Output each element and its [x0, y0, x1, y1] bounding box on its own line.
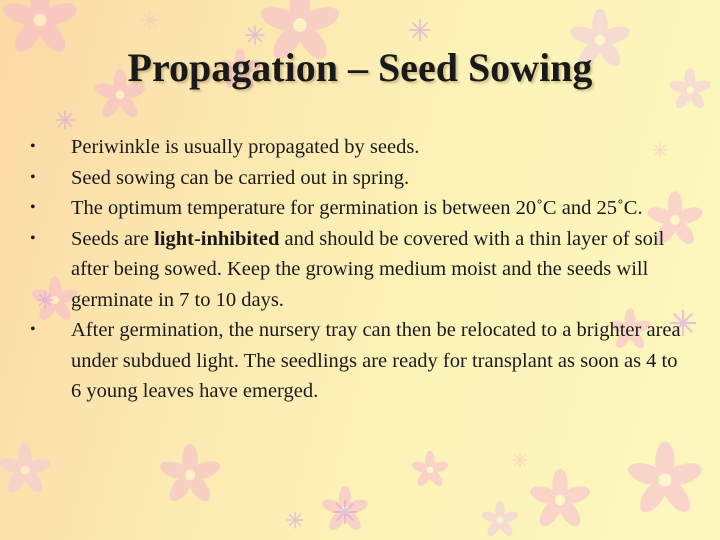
bullet-item: [30, 224, 690, 316]
bullet-text-post: and should be covered with a thin layer of soil after being sowed. Keep the growing medium moist and the seeds will germinate in 7 to 10 days.: [71, 227, 665, 311]
bullet-item: [30, 132, 690, 163]
bullet-text: Seed sowing can be carried out in spring.: [71, 166, 410, 189]
bullet-text: Periwinkle is usually propagated by seeds.: [71, 136, 420, 158]
bullet-text-pre: Seeds are: [71, 227, 155, 250]
bullet-item: [30, 163, 690, 194]
bullet-marker: •: [30, 229, 36, 247]
bullet-item: [30, 315, 690, 407]
bullet-marker: •: [30, 168, 36, 186]
bullet-item: [30, 193, 690, 224]
bullet-text: The optimum temperature for germination is between 20˚C and 25˚C.: [71, 197, 643, 219]
bullet-text-emphasis: light-inhibited: [154, 227, 280, 250]
bullet-marker: •: [30, 321, 36, 338]
slide-title: Propagation – Seed Sowing: [127, 45, 593, 90]
bullet-marker: •: [30, 138, 36, 155]
bullet-marker: •: [30, 199, 36, 216]
bullet-list: [30, 132, 690, 407]
bullet-text: After germination, the nursery tray can then be relocated to a brighter area under subdued light. The seedlings are ready for transplant as soon as 4 to 6 young leaves have emerged.: [71, 319, 681, 402]
